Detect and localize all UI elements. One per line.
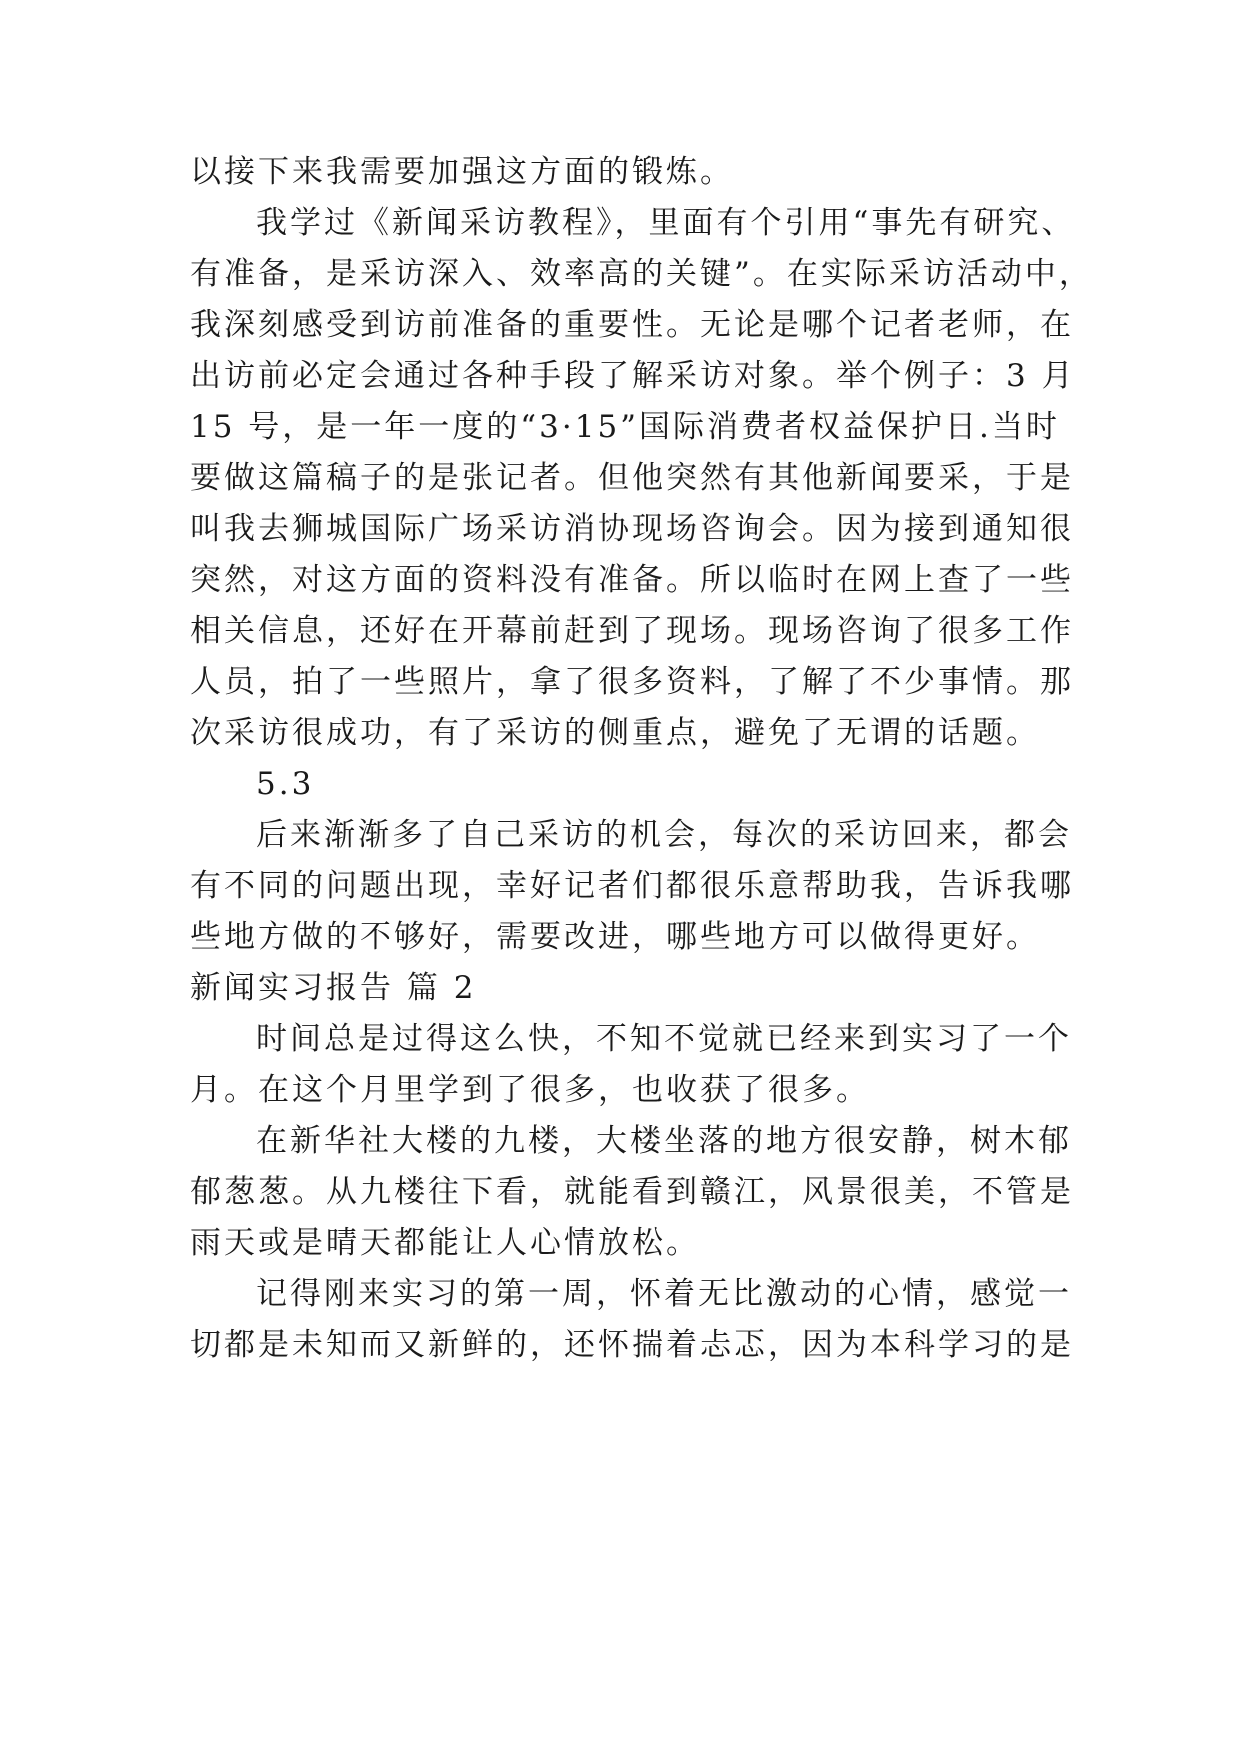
text-line: 雨天或是晴天都能让人心情放松。 — [190, 1225, 700, 1261]
section-heading: 新闻实习报告 篇 2 — [190, 970, 477, 1006]
text-line: 切都是未知而又新鲜的，还怀揣着忐忑，因为本科学习的是 — [190, 1327, 1074, 1363]
text-line: 时间总是过得这么快，不知不觉就已经来到实习了一个 — [256, 1021, 1072, 1057]
text-line: 要做这篇稿子的是张记者。但他突然有其他新闻要采，于是 — [190, 460, 1074, 496]
text-line: 以接下来我需要加强这方面的锻炼。 — [190, 154, 734, 190]
text-line: 些地方做的不够好，需要改进，哪些地方可以做得更好。 — [190, 919, 1040, 955]
text-line: 突然，对这方面的资料没有准备。所以临时在网上查了一些 — [190, 562, 1074, 598]
text-line: 后来渐渐多了自己采访的机会，每次的采访回来，都会 — [256, 817, 1072, 853]
text-line: 有准备，是采访深入、效率高的关键”。在实际采访活动中， — [190, 256, 1093, 292]
section-number: 5.3 — [256, 766, 315, 802]
text-line: 次采访很成功，有了采访的侧重点，避免了无谓的话题。 — [190, 715, 1040, 751]
text-line: 有不同的问题出现，幸好记者们都很乐意帮助我，告诉我哪 — [190, 868, 1074, 904]
text-line: 人员，拍了一些照片，拿了很多资料，了解了不少事情。那 — [190, 664, 1074, 700]
text-line: 15 号，是一年一度的“3·15”国际消费者权益保护日.当时 — [190, 409, 1060, 445]
text-line: 记得刚来实习的第一周，怀着无比激动的心情，感觉一 — [256, 1276, 1072, 1312]
text-line: 月。在这个月里学到了很多，也收获了很多。 — [190, 1072, 870, 1108]
text-line: 叫我去狮城国际广场采访消协现场咨询会。因为接到通知很 — [190, 511, 1074, 547]
text-line: 我深刻感受到访前准备的重要性。无论是哪个记者老师，在 — [190, 307, 1074, 343]
text-line: 郁葱葱。从九楼往下看，就能看到赣江，风景很美，不管是 — [190, 1174, 1074, 1210]
text-line: 出访前必定会通过各种手段了解采访对象。举个例子：3 月 — [190, 358, 1076, 394]
text-line: 在新华社大楼的九楼，大楼坐落的地方很安静，树木郁 — [256, 1123, 1072, 1159]
text-line: 相关信息，还好在开幕前赶到了现场。现场咨询了很多工作 — [190, 613, 1074, 649]
text-line: 我学过《新闻采访教程》，里面有个引用“事先有研究、 — [256, 205, 1076, 241]
